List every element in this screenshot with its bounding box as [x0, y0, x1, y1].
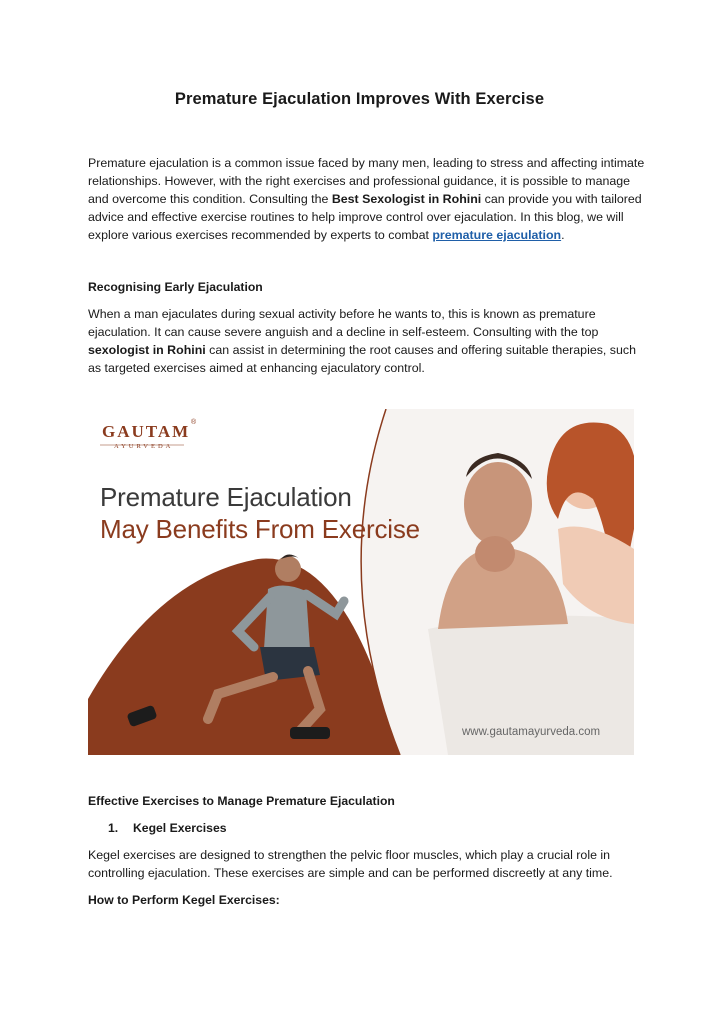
runner-shoe-front-shape [290, 727, 330, 739]
intro-paragraph [88, 154, 648, 244]
kegel-subheading: How to Perform Kegel Exercises: [88, 893, 280, 907]
intro-text-2: can provide you with tailored advice and effective exercise routines to help improve control over ejaculation. In this blog, we will explore various exercises recommended by experts to combat [88, 192, 642, 243]
gautam-logo: GAUTAM [102, 422, 191, 441]
logo-registered-mark: ® [191, 419, 197, 426]
banner-artwork [88, 409, 634, 755]
article-banner-image [88, 409, 634, 755]
banner-url: www.gautamayurveda.com [462, 726, 601, 738]
page-title: Premature Ejaculation Improves With Exercise [174, 90, 545, 108]
recognising-paragraph [88, 305, 648, 377]
section-heading-exercises: Effective Exercises to Manage Premature Ejaculation [88, 794, 395, 808]
banner-headline-2: May Benefits From Exercise [100, 514, 420, 544]
gautam-logo-sub: AYURVEDA [114, 443, 174, 450]
list-item-kegel [108, 821, 227, 835]
list-number: 1. [108, 821, 119, 835]
section-heading-recognising: Recognising Early Ejaculation [88, 280, 263, 294]
intro-text-1: Premature ejaculation is a common issue faced by many men, leading to stress and affecting intimate relationships. However, with the right exercises and professional guidance, it is possible to manage and overcome this condition. Consulting the [88, 156, 645, 207]
section1-text-2: can assist in determining the root causes and offering suitable therapies, such as targeted exercises aimed at enhancing ejaculatory control. [88, 343, 636, 376]
list-item-label: Kegel Exercises [133, 821, 227, 835]
intro-bold-1: Best Sexologist in Rohini [331, 192, 482, 207]
banner-headline-1: Premature Ejaculation [100, 482, 352, 512]
premature-ejaculation-link[interactable]: premature ejaculation [432, 228, 562, 243]
man-hands-shape [475, 536, 515, 572]
intro-text-3: . [561, 228, 565, 243]
section1-text-1: When a man ejaculates during sexual activity before he wants to, this is known as premature ejaculation. It can cause severe anguish and a decline in self-esteem. Consulting with the top [88, 307, 599, 340]
runner-head-shape [275, 556, 301, 582]
man-head-shape [464, 462, 532, 546]
kegel-paragraph: Kegel exercises are designed to strengthen the pelvic floor muscles, which play a crucial role in controlling ejaculation. These exercises are simple and can be performed discreetly at any time. [88, 848, 613, 881]
section1-bold-1: sexologist in Rohini [88, 343, 206, 358]
